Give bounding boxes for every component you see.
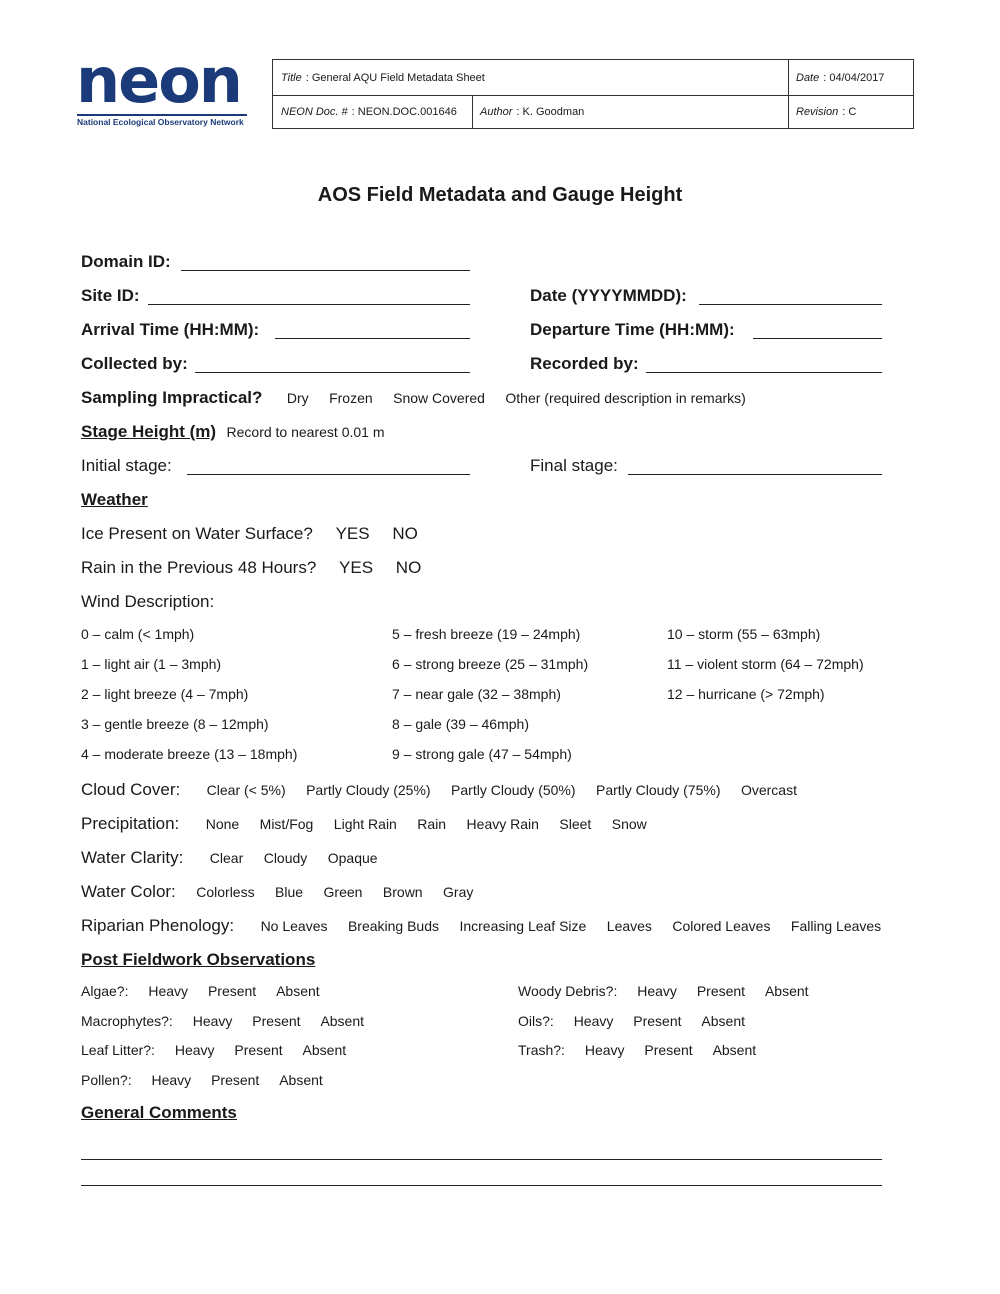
header-doc-number: NEON Doc. # : NEON.DOC.001646 [281, 106, 457, 118]
wind-option[interactable]: 4 – moderate breeze (13 – 18mph) [81, 746, 298, 762]
wind-option[interactable]: 8 – gale (39 – 46mph) [392, 716, 529, 732]
level-option[interactable]: Present [211, 1072, 260, 1088]
ice-yes-option[interactable]: YES [335, 524, 370, 543]
level-option[interactable]: Present [696, 983, 746, 999]
weather-heading: Weather [81, 490, 148, 509]
wind-option[interactable]: 9 – strong gale (47 – 54mph) [392, 746, 572, 762]
wind-description-label: Wind Description: [81, 592, 215, 611]
sampling-option[interactable]: Other (required description in remarks) [505, 390, 746, 406]
post-observation-row [81, 1042, 346, 1058]
departure-time-line[interactable] [753, 338, 882, 339]
header-revision: Revision : C [796, 106, 857, 118]
riparian-option[interactable]: No Leaves [260, 918, 328, 934]
collected-by-label: Collected by: [81, 354, 188, 373]
domain-id-label: Domain ID: [81, 252, 171, 271]
wind-option[interactable]: 2 – light breeze (4 – 7mph) [81, 686, 249, 702]
level-option[interactable]: Present [252, 1013, 301, 1029]
header-title: Title : General AQU Field Metadata Sheet [281, 71, 485, 84]
stage-height-row [81, 422, 401, 442]
post-item-label: Oils?: [518, 1013, 554, 1029]
post-item-label: Woody Debris?: [518, 983, 618, 999]
post-item-label: Macrophytes?: [81, 1013, 173, 1029]
clarity-option[interactable]: Clear [209, 850, 244, 866]
domain-id-line[interactable] [181, 270, 470, 271]
level-option[interactable]: Heavy [584, 1042, 625, 1058]
color-option[interactable]: Blue [275, 884, 304, 900]
level-option[interactable]: Heavy [148, 983, 189, 999]
post-fieldwork-heading: Post Fieldwork Observations [81, 950, 316, 969]
page-title: AOS Field Metadata and Gauge Height [317, 184, 683, 206]
cloud-option[interactable]: Overcast [740, 782, 797, 798]
sampling-option[interactable]: Dry [286, 390, 309, 406]
level-option[interactable]: Absent [302, 1042, 347, 1058]
level-option[interactable]: Heavy [151, 1072, 192, 1088]
level-option[interactable]: Present [644, 1042, 693, 1058]
ice-present-question: Ice Present on Water Surface? [81, 524, 313, 543]
water-clarity-row [81, 848, 394, 868]
cloud-cover-row [81, 780, 813, 800]
precip-option[interactable]: Rain [417, 816, 447, 832]
color-option[interactable]: Colorless [196, 884, 255, 900]
precipitation-label: Precipitation: [81, 814, 180, 833]
neon-logo: neon [76, 44, 241, 117]
level-option[interactable]: Absent [712, 1042, 757, 1058]
level-option[interactable]: Present [633, 1013, 682, 1029]
precip-option[interactable]: Sleet [559, 816, 592, 832]
post-observation-row [518, 1042, 756, 1058]
level-option[interactable]: Heavy [573, 1013, 614, 1029]
sampling-option[interactable]: Snow Covered [393, 390, 485, 406]
riparian-option[interactable]: Leaves [606, 918, 652, 934]
wind-option[interactable]: 7 – near gale (32 – 38mph) [392, 686, 561, 702]
sampling-option[interactable]: Frozen [329, 390, 373, 406]
precip-option[interactable]: Snow [611, 816, 647, 832]
post-observation-row [518, 983, 809, 999]
level-option[interactable]: Heavy [192, 1013, 233, 1029]
level-option[interactable]: Absent [276, 983, 320, 999]
cloud-option[interactable]: Partly Cloudy (25%) [306, 782, 431, 798]
initial-stage-label: Initial stage: [81, 456, 172, 475]
clarity-option[interactable]: Cloudy [263, 850, 308, 866]
site-id-line[interactable] [148, 304, 470, 305]
precipitation-row [81, 814, 663, 834]
post-item-label: Pollen?: [81, 1072, 132, 1088]
stage-height-heading: Stage Height (m) [81, 422, 217, 441]
wind-option[interactable]: 0 – calm (< 1mph) [81, 626, 195, 642]
water-color-label: Water Color: [81, 882, 176, 901]
cloud-option[interactable]: Clear (< 5%) [206, 782, 286, 798]
color-option[interactable]: Gray [443, 884, 474, 900]
wind-option[interactable]: 1 – light air (1 – 3mph) [81, 656, 222, 672]
post-observation-row [81, 983, 320, 999]
precip-option[interactable]: None [205, 816, 240, 832]
wind-option[interactable]: 5 – fresh breeze (19 – 24mph) [392, 626, 581, 642]
post-observation-row [518, 1013, 745, 1029]
precip-option[interactable]: Mist/Fog [259, 816, 314, 832]
clarity-option[interactable]: Opaque [327, 850, 378, 866]
riparian-option[interactable]: Falling Leaves [790, 918, 882, 934]
comments-line[interactable] [81, 1185, 882, 1186]
post-item-label: Trash?: [518, 1042, 565, 1058]
riparian-option[interactable]: Colored Leaves [672, 918, 771, 934]
cloud-option[interactable]: Partly Cloudy (50%) [451, 782, 576, 798]
date-line[interactable] [699, 304, 882, 305]
level-option[interactable]: Absent [320, 1013, 365, 1029]
recorded-by-line[interactable] [646, 372, 882, 373]
general-comments-heading: General Comments [81, 1103, 237, 1122]
document-header-table [272, 59, 914, 129]
wind-option[interactable]: 3 – gentle breeze (8 – 12mph) [81, 716, 269, 732]
sampling-label: Sampling Impractical? [81, 388, 263, 407]
wind-option[interactable]: 11 – violent storm (64 – 72mph) [667, 656, 864, 672]
post-observation-row [81, 1072, 323, 1088]
level-option[interactable]: Absent [279, 1072, 323, 1088]
post-observation-row [81, 1013, 364, 1029]
logo-subtitle: National Ecological Observatory Network [77, 114, 247, 127]
precip-option[interactable]: Heavy Rain [466, 816, 539, 832]
rain-question: Rain in the Previous 48 Hours? [81, 558, 317, 577]
header-author: Author : K. Goodman [480, 106, 585, 118]
precip-option[interactable]: Light Rain [333, 816, 397, 832]
level-option[interactable]: Absent [764, 983, 809, 999]
riparian-phenology-row [81, 916, 881, 936]
sampling-impractical-row [81, 388, 762, 408]
initial-stage-line[interactable] [187, 474, 470, 475]
riparian-phenology-label: Riparian Phenology: [81, 916, 235, 935]
collected-by-line[interactable] [195, 372, 470, 373]
header-date: Date : 04/04/2017 [796, 71, 885, 84]
level-option[interactable]: Absent [701, 1013, 745, 1029]
ice-present-row [81, 524, 418, 544]
final-stage-line[interactable] [628, 474, 882, 475]
final-stage-label: Final stage: [530, 456, 618, 475]
riparian-option[interactable]: Breaking Buds [347, 918, 440, 934]
wind-option[interactable]: 6 – strong breeze (25 – 31mph) [392, 656, 589, 672]
rain-yes-option[interactable]: YES [339, 558, 374, 577]
level-option[interactable]: Heavy [637, 983, 677, 999]
water-clarity-label: Water Clarity: [81, 848, 184, 867]
arrival-time-label: Arrival Time (HH:MM): [81, 320, 260, 339]
arrival-time-line[interactable] [275, 338, 470, 339]
water-color-row [81, 882, 489, 902]
rain-no-option[interactable]: NO [395, 558, 422, 577]
post-item-label: Leaf Litter?: [81, 1042, 155, 1058]
stage-height-note: Record to nearest 0.01 m [226, 424, 385, 440]
level-option[interactable]: Present [234, 1042, 283, 1058]
cloud-option[interactable]: Partly Cloudy (75%) [596, 782, 721, 798]
rain-previous-row [81, 558, 421, 578]
level-option[interactable]: Present [207, 983, 257, 999]
site-id-label: Site ID: [81, 286, 140, 305]
ice-no-option[interactable]: NO [392, 524, 418, 543]
level-option[interactable]: Heavy [174, 1042, 215, 1058]
color-option[interactable]: Brown [382, 884, 423, 900]
wind-option[interactable]: 12 – hurricane (> 72mph) [667, 686, 825, 702]
post-item-label: Algae?: [81, 983, 129, 999]
recorded-by-label: Recorded by: [530, 354, 639, 373]
riparian-option[interactable]: Increasing Leaf Size [459, 918, 587, 934]
departure-time-label: Departure Time (HH:MM): [530, 320, 735, 339]
color-option[interactable]: Green [323, 884, 363, 900]
comments-line[interactable] [81, 1159, 882, 1160]
cloud-cover-label: Cloud Cover: [81, 780, 181, 799]
date-label: Date (YYYYMMDD): [530, 286, 687, 305]
wind-option[interactable]: 10 – storm (55 – 63mph) [667, 626, 821, 642]
